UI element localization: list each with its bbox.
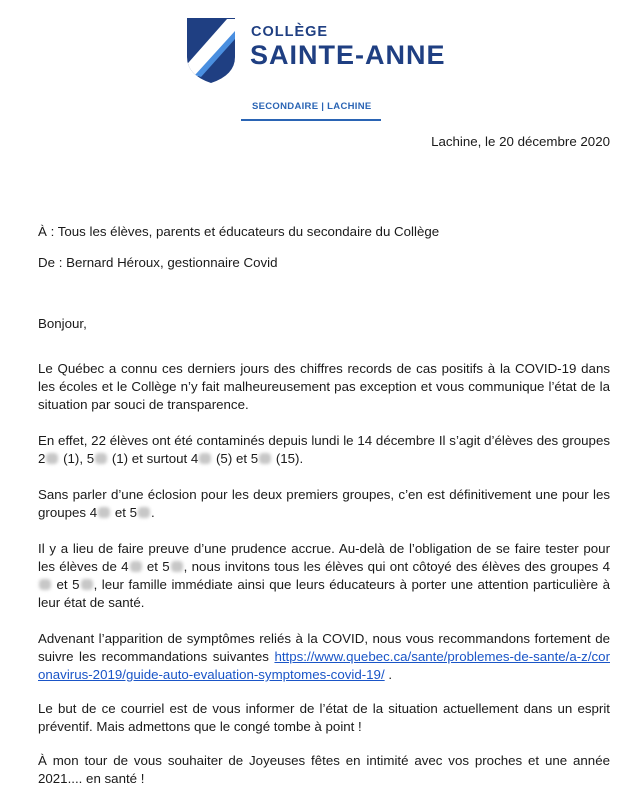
paragraph-cases: En effet, 22 élèves ont été contaminés depuis lundi le 14 décembre Il s’agit d’élèves des groupes 2 (1), 5 (1) et surtout 4 (5) et 5 (15). <box>38 433 610 466</box>
redacted-text <box>130 561 142 572</box>
college-word: COLLÈGE <box>251 24 329 40</box>
school-subtitle: SECONDAIRE | LACHINE <box>252 101 372 112</box>
quebec-guide-link[interactable]: https://www.quebec.ca/sante/problemes-de-sante/a-z/coronavirus-2019/guide-auto-evaluation-symptomes-covid-19/ <box>38 649 610 682</box>
college-logo-shield <box>185 15 237 85</box>
redacted-text <box>138 507 150 518</box>
redacted-text <box>171 561 183 572</box>
redacted-text <box>98 507 110 518</box>
redacted-text <box>39 579 51 590</box>
redacted-text <box>199 453 211 464</box>
paragraph-prudence: Il y a lieu de faire preuve d’une prudence accrue. Au-delà de l’obligation de se faire tester pour les élèves de 4 et 5 , nous invitons tous les élèves qui ont côtoyé des élèves des groupes 4 et 5 , leur famille immédiate ainsi que leurs éducateurs à porter une attention particulière à leur état de santé. <box>38 541 611 610</box>
paragraph-recommendations: Advenant l’apparition de symptômes reliés à la COVID, nous vous recommandons fortement de suivre les recommandations suivantes https://www.quebec.ca/sante/problemes-de-sante/a-z/coronavirus-2019/guide-auto-evaluation-symptomes-covid-19/ . <box>38 631 610 682</box>
paragraph-outbreak: Sans parler d’une éclosion pour les deux premiers groupes, c’en est définitivement une pour les groupes 4 et 5 . <box>38 487 610 520</box>
recipient-line: À : Tous les élèves, parents et éducateurs du secondaire du Collège <box>38 224 440 239</box>
header-divider <box>241 119 381 121</box>
redacted-text <box>46 453 58 464</box>
paragraph-purpose: Le but de ce courriel est de vous informer de l’état de la situation actuellement dans un esprit préventif. Mais admettons que le congé tombe à point ! <box>38 701 610 734</box>
sender-line: De : Bernard Héroux, gestionnaire Covid <box>38 255 278 270</box>
paragraph-intro: Le Québec a connu ces derniers jours des chiffres records de cas positifs à la COVID-19 dans les écoles et le Collège n’y fait malheureusement pas exception et vous communique l’état de la situation par souci de transparence. <box>38 361 610 412</box>
school-name: SAINTE-ANNE <box>250 40 446 70</box>
letter-date: Lachine, le 20 décembre 2020 <box>431 134 610 149</box>
paragraph-wishes: À mon tour de vous souhaiter de Joyeuses fêtes en intimité avec vos proches et une année 2021.... en santé ! <box>38 753 610 786</box>
redacted-text <box>95 453 107 464</box>
greeting: Bonjour, <box>38 316 87 331</box>
redacted-text <box>259 453 271 464</box>
redacted-text <box>81 579 93 590</box>
